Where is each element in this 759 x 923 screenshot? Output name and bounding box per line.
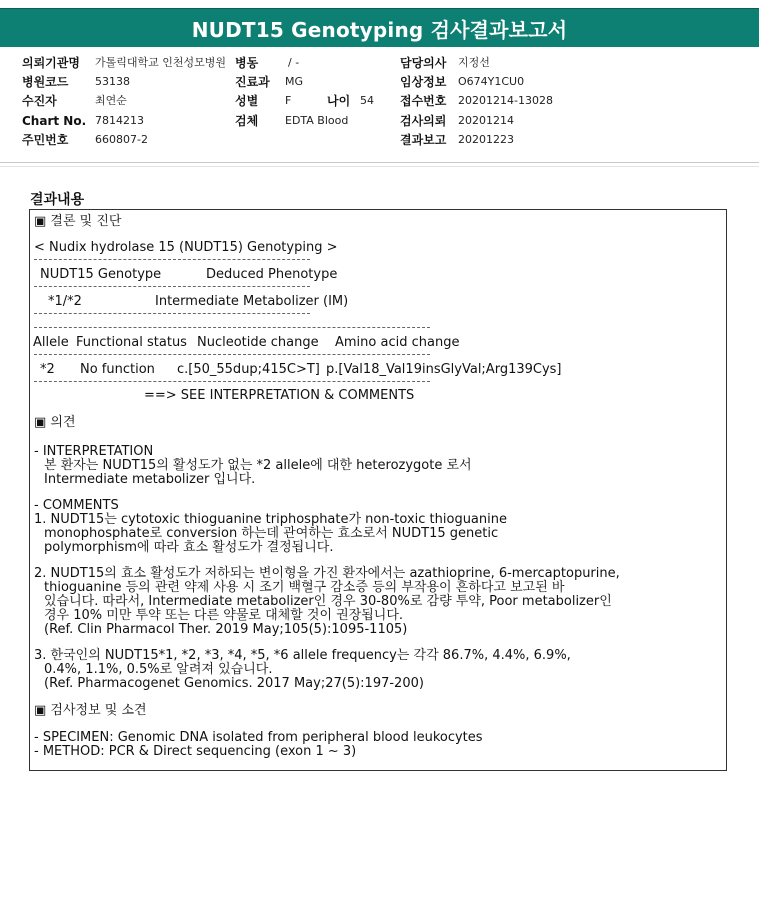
interpretation-line-2: Intermediate metabolizer 입니다. [44, 472, 256, 487]
comment-1-line-3: polymorphism에 따라 효소 활성도가 결정됩니다. [44, 540, 334, 555]
amino-acid-change-value: p.[Val18_Val19insGlyVal;Arg139Cys] [326, 362, 562, 377]
comment-2-line-2: thioguanine 등의 관련 약제 사용 시 조기 백혈구 감소증 등의 부작용이 흔하다고 보고된 바 [44, 580, 565, 595]
report-header [0, 8, 759, 47]
comment-3-line-2: 0.4%, 1.1%, 0.5%로 알려져 있습니다. [44, 662, 273, 677]
test-name: < Nudix hydrolase 15 (NUDT15) Genotyping > [34, 240, 338, 255]
nucleotide-change-value: c.[50_55dup;415C>T] [177, 362, 320, 377]
comment-2-line-1: 2. NUDT15의 효소 활성도가 저하되는 변이형을 가진 환자에서는 azathioprine, 6-mercaptopurine, [34, 566, 620, 581]
department-value: MG [285, 75, 304, 88]
age-label: 나이 [327, 94, 351, 108]
receipt-no-value: 20201214-13028 [458, 94, 553, 107]
report-date-value: 20201223 [458, 133, 514, 146]
resident-no-value: 660807-2 [95, 133, 148, 146]
functional-status-value: No function [80, 362, 155, 377]
dashed-rule [34, 286, 310, 287]
allele-value: *2 [40, 362, 55, 377]
report-date-label: 결과보고 [400, 133, 447, 147]
doctor-label: 담당의사 [400, 56, 447, 70]
ward-label: 병동 [235, 56, 259, 70]
chart-no-value: 7814213 [95, 114, 144, 127]
patient-value: 최연순 [95, 94, 127, 107]
specimen-label: 검체 [235, 114, 259, 128]
see-interpretation: ==> SEE INTERPRETATION & COMMENTS [144, 388, 415, 403]
genotype-column-header: NUDT15 Genotype [40, 267, 162, 282]
report-title: NUDT15 Genotyping 검사결과보고서 [191, 17, 568, 42]
sex-label: 성별 [235, 94, 259, 108]
request-date-value: 20201214 [458, 114, 514, 127]
conclusion-heading: ▣ 결론 및 진단 [34, 214, 122, 229]
doctor-value: 지정선 [458, 56, 490, 69]
dashed-rule [34, 259, 310, 260]
nucleotide-change-header: Nucleotide change [197, 335, 319, 350]
comment-1-line-2: monophosphate로 conversion 하는데 관여하는 효소로서 NUDT15 genetic [44, 526, 499, 541]
clinical-info-label: 임상정보 [400, 75, 447, 89]
genotype-value: *1/*2 [48, 294, 82, 309]
functional-status-header: Functional status [76, 335, 187, 350]
department-label: 진료과 [235, 75, 270, 89]
header-divider-secondary [0, 166, 759, 167]
amino-acid-change-header: Amino acid change [335, 335, 460, 350]
opinion-heading: ▣ 의견 [34, 415, 76, 430]
results-section-title: 결과내용 [30, 192, 85, 208]
interpretation-title: - INTERPRETATION [34, 444, 154, 459]
allele-header: Allele [33, 335, 69, 350]
patient-label: 수진자 [22, 94, 57, 108]
dashed-rule [34, 381, 430, 382]
hospital-code-label: 병원코드 [22, 75, 69, 89]
comments-title: - COMMENTS [34, 498, 119, 513]
receipt-no-label: 접수번호 [400, 94, 447, 108]
phenotype-value: Intermediate Metabolizer (IM) [155, 294, 349, 309]
sex-value: F [285, 94, 292, 107]
ward-value: / - [288, 56, 300, 69]
clinical-info-value: O674Y1CU0 [458, 75, 525, 88]
comment-2-line-4: 경우 10% 미만 투약 또는 다른 약물로 대체할 것이 권장됩니다. [44, 608, 404, 623]
institution-value: 가톨릭대학교 인천성모병원 [95, 56, 227, 69]
method-line: - METHOD: PCR & Direct sequencing (exon 1 ~ 3) [34, 744, 357, 759]
hospital-code-value: 53138 [95, 75, 130, 88]
test-info-heading: ▣ 검사정보 및 소견 [34, 703, 147, 718]
dashed-rule [34, 313, 310, 314]
phenotype-column-header: Deduced Phenotype [206, 267, 338, 282]
age-value: 54 [360, 94, 374, 107]
specimen-value: EDTA Blood [285, 114, 349, 127]
specimen-line: - SPECIMEN: Genomic DNA isolated from peripheral blood leukocytes [34, 730, 483, 745]
comment-3-reference: (Ref. Pharmacogenet Genomics. 2017 May;27(5):197-200) [44, 676, 424, 691]
header-divider [0, 162, 759, 163]
comment-1-line-1: 1. NUDT15는 cytotoxic thioguanine triphosphate가 non-toxic thioguanine [34, 512, 507, 527]
resident-no-label: 주민번호 [22, 133, 69, 147]
results-box [29, 209, 727, 771]
chart-no-label: Chart No. [22, 114, 87, 128]
dashed-rule [34, 327, 430, 328]
interpretation-line-1: 본 환자는 NUDT15의 활성도가 없는 *2 allele에 대한 heterozygote 로서 [44, 458, 472, 473]
comment-2-line-3: 있습니다. 따라서, Intermediate metabolizer인 경우 30-80%로 감량 투약, Poor metabolizer인 [44, 594, 612, 609]
comment-3-line-1: 3. 한국인의 NUDT15*1, *2, *3, *4, *5, *6 allele frequency는 각각 86.7%, 4.4%, 6.9%, [34, 648, 571, 663]
dashed-rule [34, 354, 430, 355]
institution-label: 의뢰기관명 [22, 56, 80, 70]
request-date-label: 검사의뢰 [400, 114, 447, 128]
comment-2-reference: (Ref. Clin Pharmacol Ther. 2019 May;105(5):1095-1105) [44, 622, 408, 637]
